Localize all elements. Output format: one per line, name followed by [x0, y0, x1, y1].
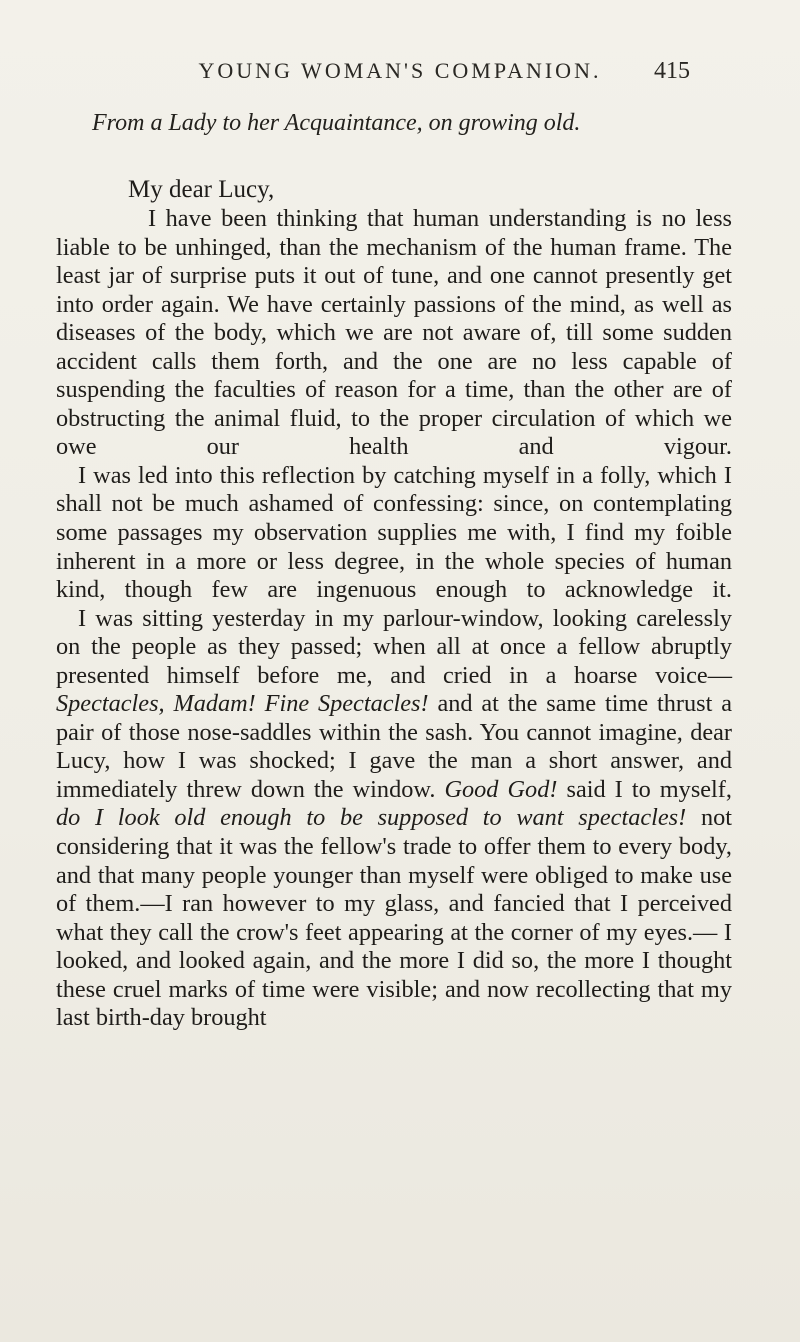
letter-heading: From a Lady to her Acquaintance, on growing old. — [92, 110, 581, 136]
paragraph-3-text-g: not considering that it was the fellow's trade to offer them to every body, and that many people younger than myself were obliged to make use of them.—I ran however to my glass, and fancied that I perceived what they call the crow's feet appearing at the corner of my eyes.— I looked, and looked again, and the more I did so, the more I thought these cruel marks of time were visible; and now recollecting that my last birth-day brought — [56, 804, 732, 1032]
paragraph-2: I was led into this reflection by catching myself in a folly, which I shall not be much ashamed of confessing: since, on contemplating some passages my observation supplies me with, I find my foible inherent in a more or less degree, in the whole species of human kind, though few are ingenuous enough to acknowledge it. — [56, 461, 732, 604]
paragraph-3-text-c: and at the same time thrust a pair of those nose-saddles within the sash. You cannot imagine, dear Lucy, how I was shocked; I gave the man a short answer, and immediately threw down the window. — [56, 690, 732, 803]
paragraph-3-text-e: said I to myself, — [557, 775, 732, 803]
paragraph-3 — [56, 605, 732, 1033]
running-title: YOUNG WOMAN'S COMPANION. — [198, 58, 602, 83]
paragraph-3-text-a: I was sitting yesterday in my parlour-window, looking carelessly on the people as they passed; when all at once a fellow abruptly presented himself before me, and cried in a hoarse voice— — [56, 604, 732, 689]
page-number: 415 — [654, 58, 690, 84]
paragraph-1: I have been thinking that human understanding is no less liable to be unhinged, than the mechanism of the human frame. The least jar of surprise puts it out of tune, and one cannot presently get into order again. We have certainly passions of the mind, as well as diseases of the body, which we are not aware of, till some sudden accident calls them forth, and the one are no less capable of suspending the faculties of reason for a time, than the other are of obstructing the animal fluid, to the proper circulation of which we owe our health and vigour. — [56, 205, 732, 461]
paragraph-3-italic-f: do I look old enough to be supposed to want spectacles! — [56, 804, 687, 832]
salutation: My dear Lucy, — [128, 176, 275, 203]
paragraph-3-italic-b: Spectacles, Madam! Fine Spectacles! — [56, 690, 429, 718]
running-head — [0, 58, 800, 98]
letter-body — [56, 205, 732, 1033]
paragraph-3-italic-d: Good God! — [444, 775, 558, 803]
